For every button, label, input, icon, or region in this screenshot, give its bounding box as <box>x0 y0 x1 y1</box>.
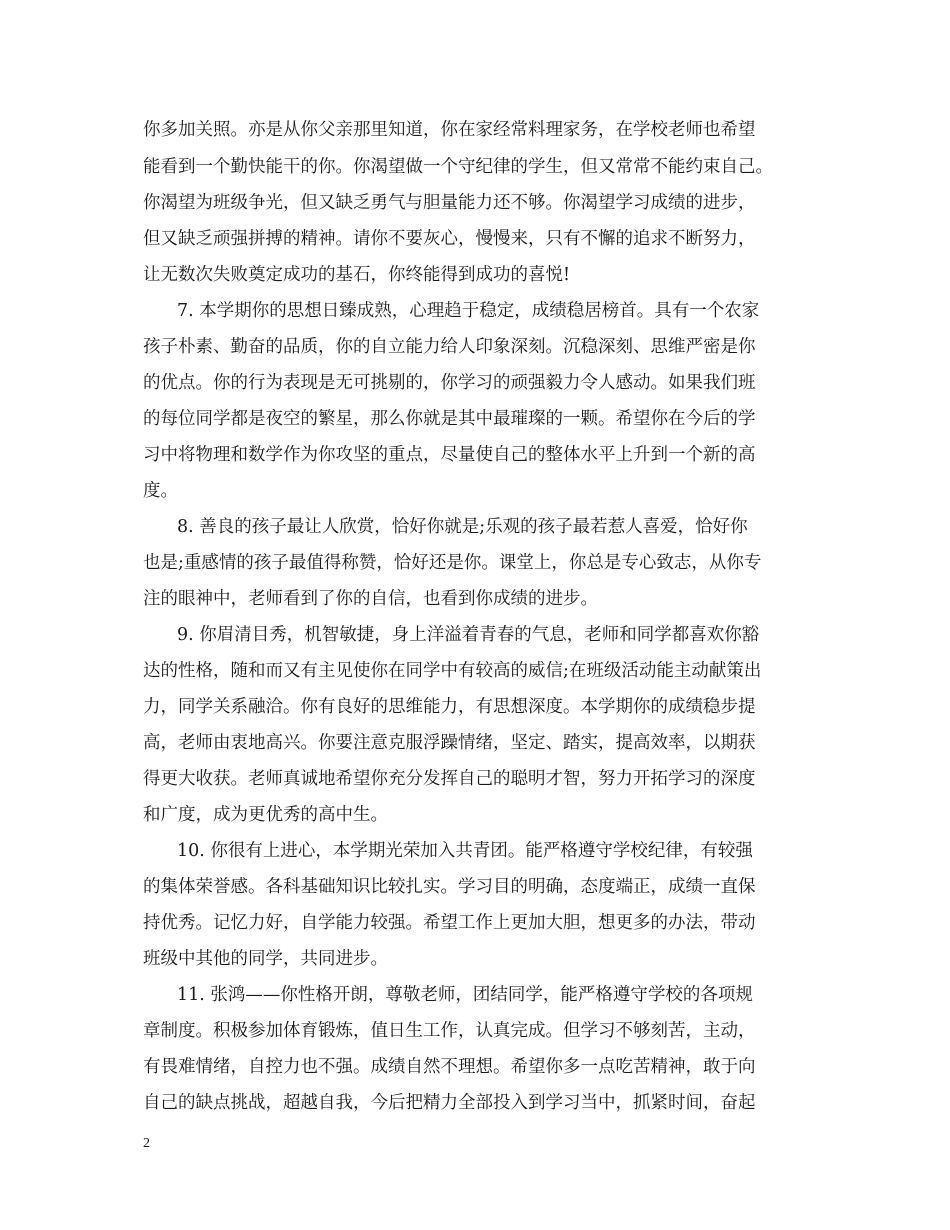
text-line: 班级中其他的同学，共同进步。 <box>143 949 388 969</box>
paragraph-9-first-line: 9. 你眉清目秀，机智敏捷，身上洋溢着青春的气息，老师和同学都喜欢你豁 <box>177 625 760 645</box>
text-line: 高，老师由衷地高兴。你要注意克服浮躁情绪，坚定、踏实，提高效率，以期获 <box>143 733 756 753</box>
text-line: 让无数次失败奠定成功的基石，你终能得到成功的喜悦! <box>143 265 571 285</box>
text-line: 也是;重感情的孩子最值得称赞，恰好还是你。课堂上，你总是专心致志，从你专 <box>143 553 762 573</box>
text-line: 得更大收获。老师真诚地希望你充分发挥自己的聪明才智，努力开拓学习的深度 <box>143 769 756 789</box>
text-line: 孩子朴素、勤奋的品质，你的自立能力给人印象深刻。沉稳深刻、思维严密是你 <box>143 337 756 357</box>
paragraph-10-first-line: 10. 你很有上进心，本学期光荣加入共青团。能严格遵守学校纪律，有较强 <box>177 841 753 861</box>
text-line: 力，同学关系融洽。你有良好的思维能力，有思想深度。本学期你的成绩稳步提 <box>143 697 756 717</box>
text-line: 你多加关照。亦是从你父亲那里知道，你在家经常料理家务，在学校老师也希望 <box>143 120 756 140</box>
paragraph-7-first-line: 7. 本学期你的思想日臻成熟，心理趋于稳定，成绩稳居榜首。具有一个农家 <box>177 301 760 321</box>
text-line: 持优秀。记忆力好，自学能力较强。希望工作上更加大胆，想更多的办法，带动 <box>143 913 756 933</box>
text-line: 的集体荣誉感。各科基础知识比较扎实。学习目的明确，态度端正，成绩一直保 <box>143 877 756 897</box>
text-line: 度。 <box>143 481 178 501</box>
text-line: 能看到一个勤快能干的你。你渴望做一个守纪律的学生，但又常常不能约束自己。 <box>143 157 773 177</box>
text-line: 和广度，成为更优秀的高中生。 <box>143 805 388 825</box>
paragraph-8-first-line: 8. 善良的孩子最让人欣赏，恰好你就是;乐观的孩子最若惹人喜爱，恰好你 <box>177 517 748 537</box>
text-line: 自己的缺点挑战，超越自我，今后把精力全部投入到学习当中，抓紧时间，奋起 <box>143 1093 756 1113</box>
page-number: 2 <box>143 1136 150 1151</box>
text-line: 有畏难情绪，自控力也不强。成绩自然不理想。希望你多一点吃苦精神，敢于向 <box>143 1057 756 1077</box>
text-line: 注的眼神中，老师看到了你的自信，也看到你成绩的进步。 <box>143 589 598 609</box>
text-line: 的每位同学都是夜空的繁星，那么你就是其中最璀璨的一颗。希望你在今后的学 <box>143 409 756 429</box>
text-line: 章制度。积极参加体育锻炼，值日生工作，认真完成。但学习不够刻苦，主动， <box>143 1021 756 1041</box>
paragraph-11-first-line: 11. 张鸿——你性格开朗，尊敬老师，团结同学，能严格遵守学校的各项规 <box>177 985 753 1005</box>
text-line: 但又缺乏顽强拼搏的精神。请你不要灰心，慢慢来，只有不懈的追求不断努力， <box>143 229 756 249</box>
text-line: 达的性格，随和而又有主见使你在同学中有较高的威信;在班级活动能主动献策出 <box>143 661 762 681</box>
text-line: 习中将物理和数学作为你攻坚的重点，尽量使自己的整体水平上升到一个新的高 <box>143 445 756 465</box>
text-line: 的优点。你的行为表现是无可挑剔的，你学习的顽强毅力令人感动。如果我们班 <box>143 373 756 393</box>
text-line: 你渴望为班级争光，但又缺乏勇气与胆量能力还不够。你渴望学习成绩的进步， <box>143 193 756 213</box>
